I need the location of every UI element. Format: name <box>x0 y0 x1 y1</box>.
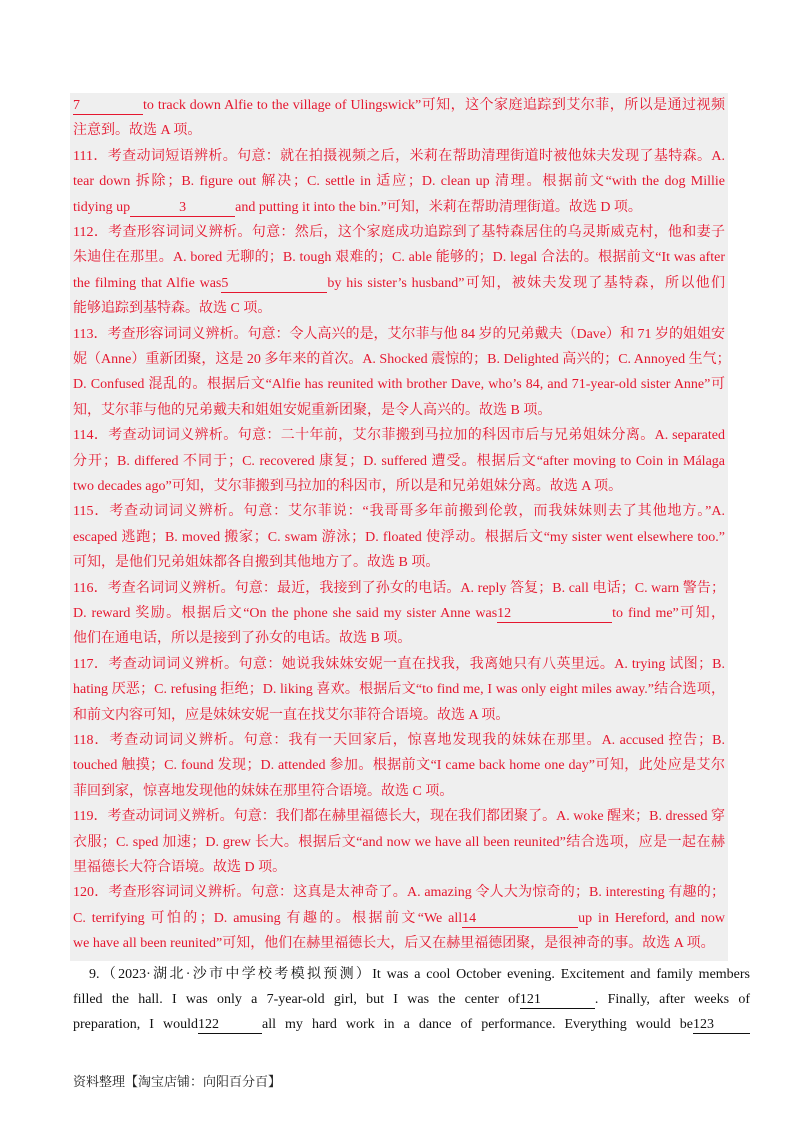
line-text: 119．考查动词词义辨析。句意：我们都在赫里福德长大，现在我们都团聚了。A. woke 醒来；B. dressed 穿 <box>73 809 725 825</box>
line-text: tidying up <box>73 199 131 215</box>
line-text: and putting it into the bin.”可知，米莉在帮助清理街道。故选 D 项。 <box>235 199 642 215</box>
line-text: to track down Alfie to the village of Ulingswick”可知，这个家庭追踪到艾尔菲，所以是通过视频 <box>143 98 725 113</box>
answer-line <box>73 245 725 271</box>
line-text: 115．考查动词词义辨析。句意：艾尔菲说：“我哥哥多年前搬到伦敦，而我妹妹则去了其他地方。”A. <box>73 504 725 520</box>
line-text: 117．考查动词词义辨析。句意：她说我妹妹安妮一直在找我，我离她只有八英里远。A. trying 试图；B. <box>73 656 725 672</box>
answer-line <box>73 830 725 856</box>
blank-number: 7 <box>73 97 143 115</box>
line-text: . Finally, after weeks of <box>594 992 750 1007</box>
blank-number: 123 <box>693 1016 750 1034</box>
line-text: filled the hall. I was only a 7-year-old girl, but I was the center of <box>73 992 520 1007</box>
line-text: 和前文内容可知，应是妹妹安妮一直在找艾尔菲符合语境。故选 A 项。 <box>73 707 510 723</box>
answer-line <box>73 550 725 576</box>
answer-line <box>73 347 731 373</box>
footer-source: 资料整理【淘宝店铺：向阳百分百】 <box>73 1075 282 1090</box>
line-text: 可知，是他们兄弟姐妹都各自搬到其他地方了。故选 B 项。 <box>73 555 440 571</box>
answer-line <box>73 118 725 144</box>
answer-line <box>73 169 725 195</box>
line-text: 113．考查形容词词义辨析。句意：令人高兴的是，艾尔菲与他 84 岁的兄弟戴夫（Dave）和 71 岁的姐姐安 <box>73 326 726 342</box>
line-text: 120．考查形容词词义辨析。句意：这真是太神奇了。A. amazing 令人大为惊奇的；B. interesting 有趣的； <box>73 885 725 901</box>
answer-line <box>73 220 725 246</box>
passage-line <box>73 987 750 1012</box>
answer-line <box>73 398 725 424</box>
answer-line <box>73 677 725 703</box>
answer-line <box>73 144 725 170</box>
answer-line <box>73 576 725 602</box>
answer-line <box>73 779 725 805</box>
answer-line <box>73 271 725 297</box>
blank-number: 122 <box>198 1016 262 1034</box>
answer-line <box>73 525 725 551</box>
line-text: 118．考查动词词义辨析。句意：我有一天回家后，惊喜地发现我的妹妹在那里。A. accused 控告；B. <box>73 733 725 748</box>
line-text: up in Hereford, and now <box>578 910 725 926</box>
line-text: D. Confused 混乱的。根据后文“Alfie has reunited with brother Dave, who’s 84, and 71-year-old sister Anne”可 <box>73 377 725 393</box>
line-text: C. terrifying 可怕的；D. amusing 有趣的。根据前文“We all <box>73 910 463 926</box>
answer-line <box>73 652 725 678</box>
answer-line <box>73 855 725 881</box>
answer-line <box>73 601 725 627</box>
answer-line <box>73 626 725 652</box>
blank-number: 3 <box>130 199 235 217</box>
line-text: the filming that Alfie was <box>73 275 222 291</box>
line-text: by his sister’s husband”可知，被妹夫发现了基特森，所以他们 <box>327 275 725 291</box>
line-text: 妮（Anne）重新团聚，这是 20 多年来的首次。A. Shocked 震惊的；B. Delighted 高兴的；C. Annoyed 生气； <box>73 352 731 367</box>
line-text: touched 触摸；C. found 发现；D. attended 参加。根据前文“I came back home one day”可知，此处应是艾尔 <box>73 758 725 774</box>
line-text: we have all been reunited”可知，他们在赫里福德长大，后又在赫里福德团聚，是很神奇的事。故选 A 项。 <box>73 936 715 952</box>
answer-line <box>73 93 725 119</box>
line-text: 衣服；C. sped 加速；D. grew 长大。根据后文“and now we have all been reunited”结合选项，应是一起在赫 <box>73 834 725 850</box>
answer-line <box>73 728 725 754</box>
line-text: 111．考查动词短语辨析。句意：就在拍摄视频之后，米莉在帮助清理街道时被他妹夫发现了基特森。A. <box>73 148 725 164</box>
line-text: 里福德长大符合语境。故选 D 项。 <box>73 860 287 875</box>
answer-line <box>73 195 725 221</box>
blank-number: 5 <box>221 275 327 293</box>
answer-line <box>73 474 725 500</box>
line-text: 知，艾尔菲与他的兄弟戴夫和姐姐安妮重新团聚，是令人高兴的。故选 B 项。 <box>73 402 552 418</box>
answer-explanations <box>70 93 731 961</box>
line-text: tear down 拆除；B. figure out 解决；C. settle in 适应；D. clean up 清理。根据前文“with the dog Millie <box>73 174 725 190</box>
answer-line <box>73 296 725 322</box>
line-text: two decades ago”可知，艾尔菲搬到马拉加的科因市，所以是和兄弟姐妹分离。故选 A 项。 <box>73 479 623 494</box>
line-text: 9.（2023·湖北·沙市中学校考模拟预测）It was a cool October evening. Excitement and family members <box>89 967 750 982</box>
line-text: preparation, I would <box>73 1017 198 1032</box>
line-text: 分开；B. differed 不同于；C. recovered 康复；D. suffered 遭受。根据后文“after moving to Coin in Málaga <box>73 453 725 469</box>
line-text: hating 厌恶；C. refusing 拒绝；D. liking 喜欢。根据后文“to find me, I was only eight miles away.”结合选项， <box>73 682 725 698</box>
answer-line <box>73 753 725 779</box>
answer-line <box>73 703 725 729</box>
line-text: 注意到。故选 A 项。 <box>73 123 202 139</box>
line-text: escaped 逃跑；B. moved 搬家；C. swam 游泳；D. floated 使浮动。根据后文“my sister went elsewhere too.” <box>73 529 725 545</box>
line-text: 能够追踪到基特森。故选 C 项。 <box>73 301 272 317</box>
passage-line <box>73 962 750 987</box>
line-text: 朱迪住在那里。A. bored 无聊的；B. tough 艰难的；C. able 能够的；D. legal 合法的。根据前文“It was after <box>73 250 725 266</box>
blank-number: 121 <box>520 991 595 1009</box>
line-text: 116．考查名词词义辨析。句意：最近，我接到了孙女的电话。A. reply 答复；B. call 电话；C. warn 警告； <box>73 580 725 596</box>
cloze-passage <box>73 962 750 1037</box>
line-text: 他们在通电话，所以是接到了孙女的电话。故选 B 项。 <box>73 631 412 647</box>
line-text: D. reward 奖励。根据后文“On the phone she said my sister Anne was <box>73 606 498 621</box>
answer-line <box>73 322 725 348</box>
line-text: all my hard work in a dance of performance. Everything would be <box>261 1017 693 1032</box>
line-text: 114．考查动词词义辨析。句意：二十年前，艾尔菲搬到马拉加的科因市后与兄弟姐妹分离。A. separated <box>73 428 725 444</box>
answer-line <box>73 880 725 906</box>
answer-line <box>73 804 725 830</box>
line-text: to find me”可知， <box>612 606 726 621</box>
blank-number: 14 <box>462 910 578 928</box>
answer-line <box>73 499 725 525</box>
answer-line <box>73 906 725 932</box>
line-text: 菲回到家，惊喜地发现他的妹妹在那里符合语境。故选 C 项。 <box>73 783 454 799</box>
blank-number: 12 <box>497 605 612 623</box>
passage-line <box>73 1012 750 1037</box>
answer-line <box>73 423 725 449</box>
line-text: 112．考查形容词词义辨析。句意：然后，这个家庭成功追踪到了基特森居住的乌灵斯威克村，他和妻子 <box>73 225 725 240</box>
answer-line <box>73 931 725 957</box>
answer-line <box>73 449 725 475</box>
answer-line <box>73 372 725 398</box>
